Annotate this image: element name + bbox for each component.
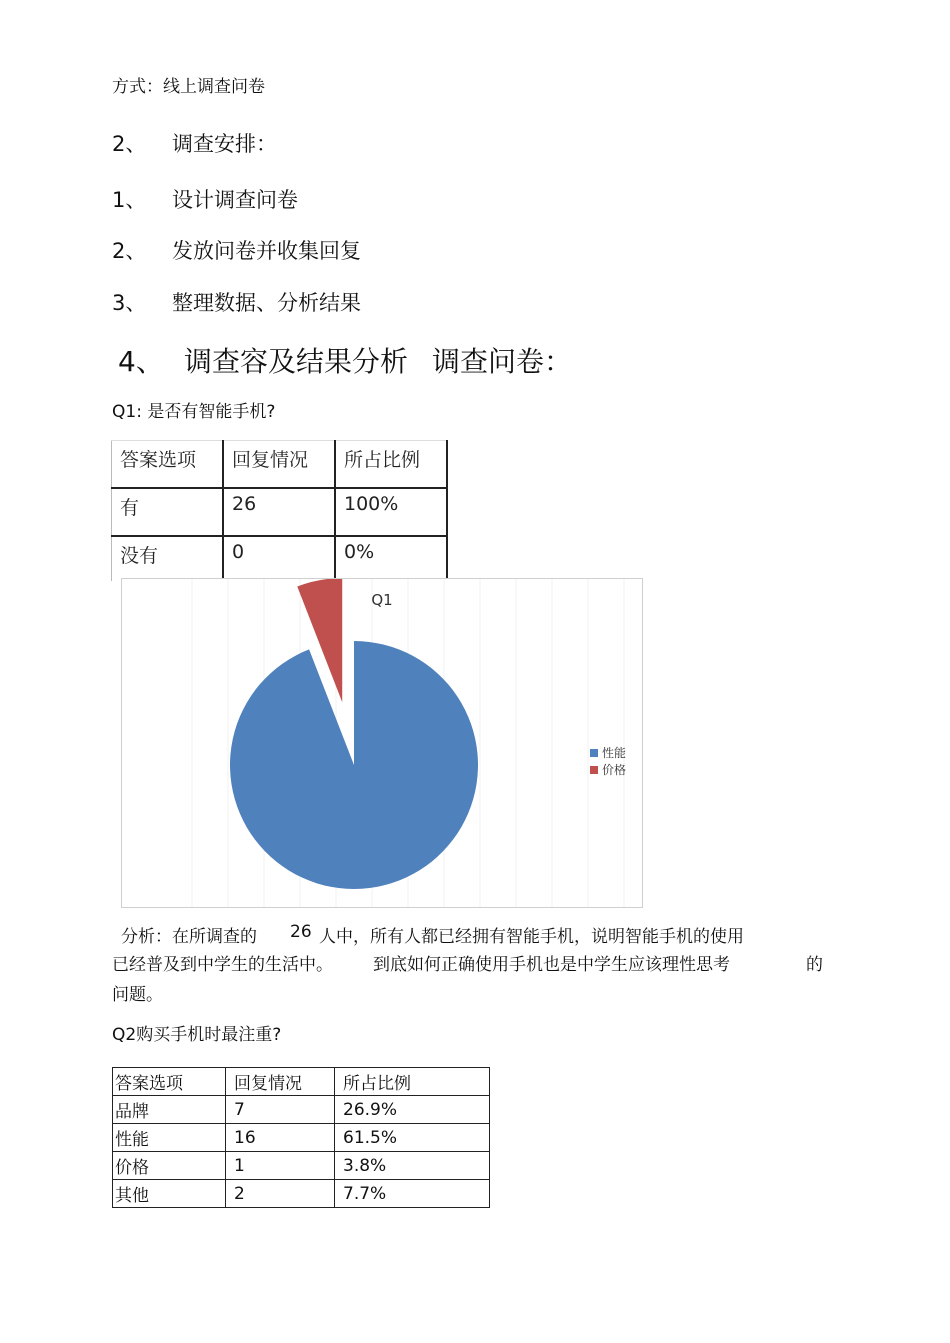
q2-cell-count: 2 [226,1180,335,1208]
q1-table-header-row [112,441,448,489]
q1-header-count: 回复情况 [223,441,335,489]
q2-question: Q2购买手机时最注重? [112,1025,282,1045]
q1-cell-option: 没有 [112,536,224,581]
analysis-line-3: 问题。 [112,985,163,1005]
q2-cell-ratio: 61.5% [335,1124,490,1152]
step-1-number: 1、 [112,188,147,212]
q2-header-count: 回复情况 [226,1068,335,1096]
q1-cell-option: 有 [112,488,224,536]
section-2-number: 2、 [112,132,147,156]
q2-cell-option: 品牌 [113,1096,226,1124]
q1-header-option: 答案选项 [112,441,224,489]
analysis-line-1-number: 26 [290,922,312,942]
q2-cell-option: 其他 [113,1180,226,1208]
chart-title: Q1 [371,591,393,609]
section-4-title: 调查容及结果分析 [184,345,409,378]
q2-table [112,1067,490,1208]
table-row [113,1180,490,1208]
q1-question: Q1: 是否有智能手机? [112,402,276,422]
q2-cell-ratio: 3.8% [335,1152,490,1180]
legend-swatch [590,749,598,757]
q1-pie-svg [122,579,642,907]
q2-cell-option: 性能 [113,1124,226,1152]
table-row [112,536,448,581]
legend-label: 性能 [602,746,627,760]
analysis-line-2a: 已经普及到中学生的生活中。 [112,955,333,975]
table-row [113,1124,490,1152]
step-1-text: 设计调查问卷 [172,188,298,212]
survey-method-line: 方式：线上调查问卷 [112,77,265,97]
step-2-number: 2、 [112,239,147,263]
analysis-line-1a: 分析：在所调查的 [121,927,257,947]
analysis-line-2c: 的 [806,955,823,975]
q2-cell-count: 16 [226,1124,335,1152]
section-2-title: 调查安排： [172,132,277,156]
q1-cell-ratio: 100% [335,488,447,536]
q2-cell-ratio: 7.7% [335,1180,490,1208]
q2-table-header-row [113,1068,490,1096]
q1-pie-chart [121,578,643,908]
step-2-text: 发放问卷并收集回复 [172,239,361,263]
q2-cell-count: 7 [226,1096,335,1124]
step-3-number: 3、 [112,291,147,315]
analysis-line-2b: 到底如何正确使用手机也是中学生应该理性思考 [373,955,730,975]
table-row [113,1096,490,1124]
q1-figure [111,440,643,908]
q1-table [111,440,448,581]
table-row [112,488,448,536]
table-row [113,1152,490,1180]
section-4-number: 4、 [118,345,164,378]
analysis-line-1b: 人中，所有人都已经拥有智能手机，说明智能手机的使用 [319,927,744,947]
q1-header-ratio: 所占比例 [335,441,447,489]
q2-header-ratio: 所占比例 [335,1068,490,1096]
legend-swatch [590,766,598,774]
pie-slice-0 [230,641,478,889]
q2-cell-ratio: 26.9% [335,1096,490,1124]
step-3-text: 整理数据、分析结果 [172,291,361,315]
section-4-subtitle: 调查问卷： [432,345,573,378]
q1-cell-count: 0 [223,536,335,581]
q2-cell-count: 1 [226,1152,335,1180]
q2-header-option: 答案选项 [113,1068,226,1096]
q1-cell-ratio: 0% [335,536,447,581]
legend-label: 价格 [602,763,627,777]
q2-cell-option: 价格 [113,1152,226,1180]
q1-cell-count: 26 [223,488,335,536]
